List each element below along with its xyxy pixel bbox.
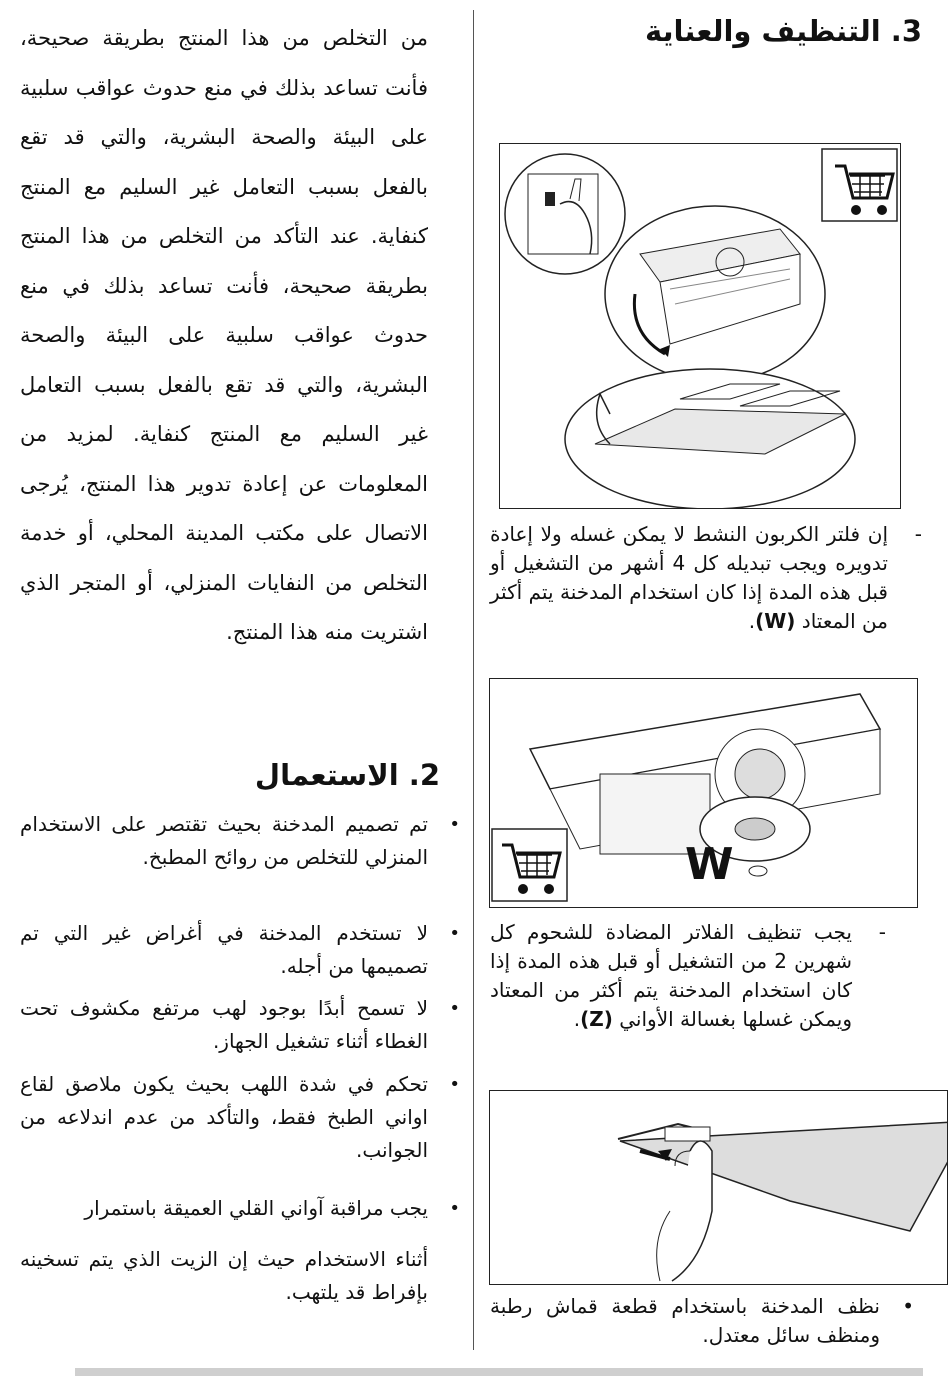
item-code: (W) [755,609,796,633]
bullet-icon: • [449,1198,460,1219]
list-item [20,808,460,874]
bullet-text: يجب مراقبة آواني القلي العميقة باستمرار [84,1196,428,1220]
list-item [490,1292,914,1350]
bullet-text: لا تسمح أبدًا بوجود لهب مرتفع مكشوف تحت الغطاء أثناء تشغيل الجهاز. [20,996,428,1053]
item-text-body: نظف المدخنة باستخدام قطعة قماش رطبة ومنظف سائل معتدل. [490,1294,880,1347]
section-2-heading [20,758,440,792]
list-item [20,1068,460,1167]
item-text [490,520,888,636]
carbon-filter-illustration [490,679,917,907]
figure-grease-filter [489,1090,948,1285]
list-item [20,917,460,983]
bullet-text: تم تصميم المدخنة بحيث تقتصر على الاستخدام المنزلي للتخلص من روائح المطبخ. [20,812,428,869]
list-item [20,1192,460,1225]
hood-filter-illustration [500,144,900,508]
column-divider [473,10,474,1350]
bullet-text: تحكم في شدة اللهب بحيث يكون ملاصق لقاع اواني الطبخ فقط، والتأكد من عدم اندلاعه من الجوانب. [20,1072,428,1162]
disposal-paragraph: من التخلص من هذا المنتج بطريقة صحيحة، فأنت تساعد بذلك في منع حدوث عواقب سلبية على البيئة والصحة البشرية، والتي قد تقع بالفعل بسبب التعامل غير السليم مع المنتج كنفاية. عند التأكد من التخلص من هذا المنتج بطريقة صحيحة، فأنت تساعد بذلك في منع حدوث عواقب سلبية على البيئة والصحة البشرية، والتي قد تقع بالفعل بسبب التعامل غير السليم مع المنتج كنفاية. لمزيد من المعلومات عن إعادة تدوير هذا المنتج، يُرجى الاتصال على مكتب المدينة المحلي، أو خدمة التخلص من النفايات المنزلي، أو المتجر الذي اشتريت منه هذا المنتج. [20,26,428,644]
item-text [490,918,852,1034]
grease-filter-illustration [490,1091,947,1284]
section-2-title: الاستعمال [254,758,399,792]
section-3-heading [502,14,922,48]
continuation-text: أثناء الاستخدام حيث إن الزيت الذي يتم تسخينه بإفراط قد يلتهب. [20,1247,428,1304]
section-3-number: 3. [890,14,922,48]
bullet-icon: • [902,1294,914,1318]
item-text-body: يجب تنظيف الفلاتر المضادة للشحوم كل شهرين 2 من التشغيل أو قبل هذه المدة إذا كان استخدام المدخنة يتم أكثر من المعتاد ويمكن غسلها بغسالة الأواني [490,920,852,1031]
dash-icon: - [914,522,922,546]
item-text-end: . [748,609,756,633]
filter-label-w: W [685,839,734,890]
shopping-cart-icon [822,149,897,221]
bullet-icon: • [449,814,460,835]
bullet-text: لا تستخدم المدخنة في أغراض غير التي تم تصميمها من أجله. [20,921,428,978]
bullet-icon: • [449,923,460,944]
dash-icon: - [878,920,886,944]
item-text-body: إن فلتر الكربون النشط لا يمكن غسله ولا إعادة تدويره ويجب تبديله كل 4 أشهر من التشغيل أو قبل هذه المدة إذا كان استخدام المدخنة يتم أكثر من المعتاد [490,522,888,633]
footer-bar [75,1368,923,1376]
list-item [490,520,922,636]
section-2-number: 2. [408,758,440,792]
figure-carbon-filter [489,678,918,908]
figure-hood-filter-removal [499,143,901,509]
item-code: (Z) [580,1007,613,1031]
item-text-end: . [573,1007,581,1031]
section-3-title: التنظيف والعناية [645,14,881,48]
item-text [490,1292,880,1350]
bullet-continuation [20,1243,428,1309]
list-item [20,992,460,1058]
list-item [490,918,886,1034]
bullet-icon: • [449,1074,460,1095]
shopping-cart-icon [492,829,567,901]
bullet-icon: • [449,998,460,1019]
